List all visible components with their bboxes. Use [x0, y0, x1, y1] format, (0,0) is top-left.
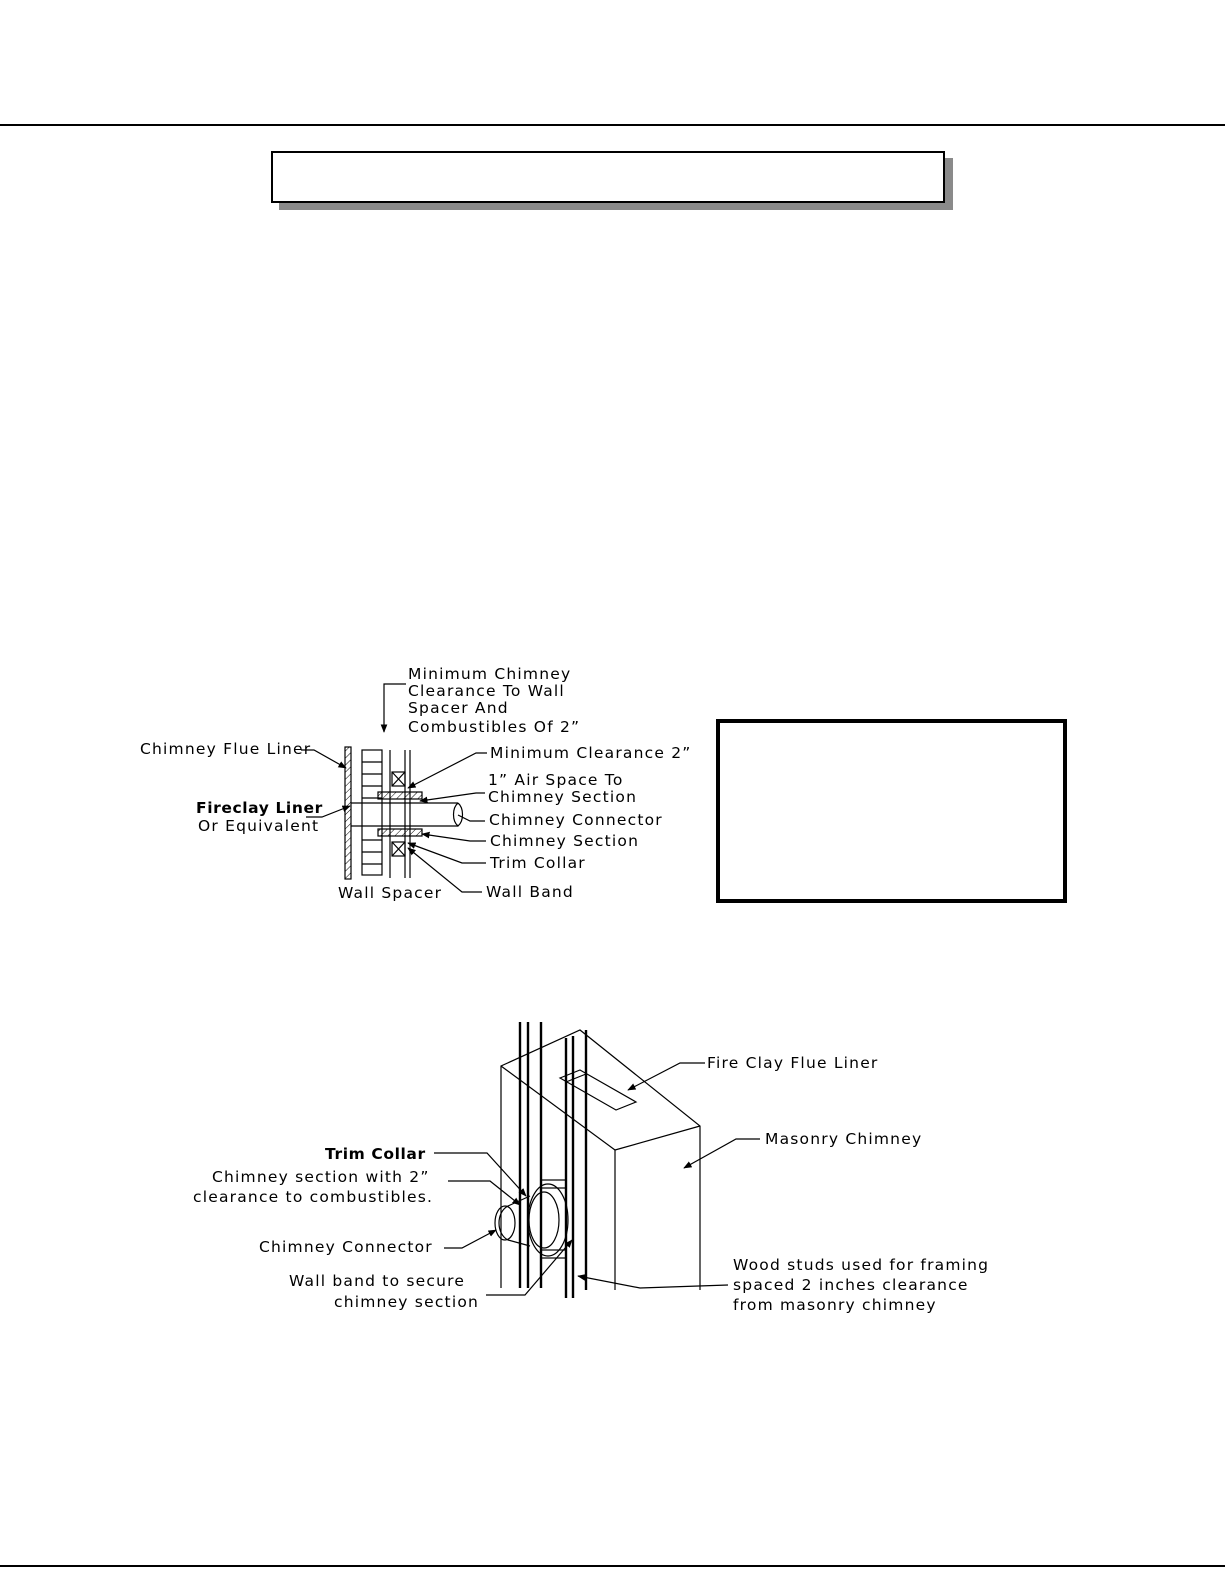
label-fireclay-liner-2: Or Equivalent — [198, 817, 320, 835]
chimney-section-bottom — [378, 829, 422, 836]
label-trim-collar: Trim Collar — [490, 854, 586, 872]
label-trim-collar-iso: Trim Collar — [325, 1145, 426, 1163]
label-wall-band: Wall Band — [486, 883, 574, 901]
masonry-chimney-shape — [501, 1030, 700, 1290]
masonry-bricks-shape — [362, 750, 382, 875]
label-wall-band-2: chimney section — [334, 1293, 480, 1311]
label-minimum-clearance: Minimum Clearance 2” — [490, 744, 692, 762]
label-chimney-connector-iso: Chimney Connector — [259, 1238, 433, 1256]
label-chimney-section: Chimney Section — [490, 832, 640, 850]
trim-collar-shape — [528, 1184, 568, 1256]
label-air-space-2: Chimney Section — [488, 788, 638, 806]
fireclay-liner-shape — [345, 747, 351, 879]
brick-courses — [362, 762, 382, 864]
isometric-diagram — [193, 1022, 989, 1314]
label-masonry-chimney: Masonry Chimney — [765, 1130, 923, 1148]
label-min-chimney-clearance-3: Spacer And — [408, 699, 509, 717]
label-wood-studs-1: Wood studs used for framing — [733, 1256, 990, 1274]
label-chimney-section-2: clearance to combustibles. — [193, 1188, 434, 1206]
label-fire-clay-flue-liner: Fire Clay Flue Liner — [707, 1054, 879, 1072]
label-chimney-connector: Chimney Connector — [489, 811, 663, 829]
label-chimney-flue-liner: Chimney Flue Liner — [140, 740, 312, 758]
label-air-space-1: 1” Air Space To — [488, 771, 624, 789]
flue-liner-shape — [560, 1070, 636, 1110]
chimney-section-top — [378, 792, 422, 799]
label-chimney-section-1: Chimney section with 2” — [212, 1168, 430, 1186]
label-wood-studs-3: from masonry chimney — [733, 1296, 937, 1314]
label-wall-spacer: Wall Spacer — [338, 884, 443, 902]
label-min-chimney-clearance-4: Combustibles Of 2” — [408, 718, 581, 736]
label-min-chimney-clearance-2: Clearance To Wall — [408, 682, 565, 700]
label-wood-studs-2: spaced 2 inches clearance — [733, 1276, 969, 1294]
cross-section-diagram — [140, 665, 692, 902]
label-wall-band-1: Wall band to secure — [289, 1272, 466, 1290]
label-fireclay-liner-1: Fireclay Liner — [196, 799, 323, 817]
label-min-chimney-clearance-1: Minimum Chimney — [408, 665, 572, 683]
